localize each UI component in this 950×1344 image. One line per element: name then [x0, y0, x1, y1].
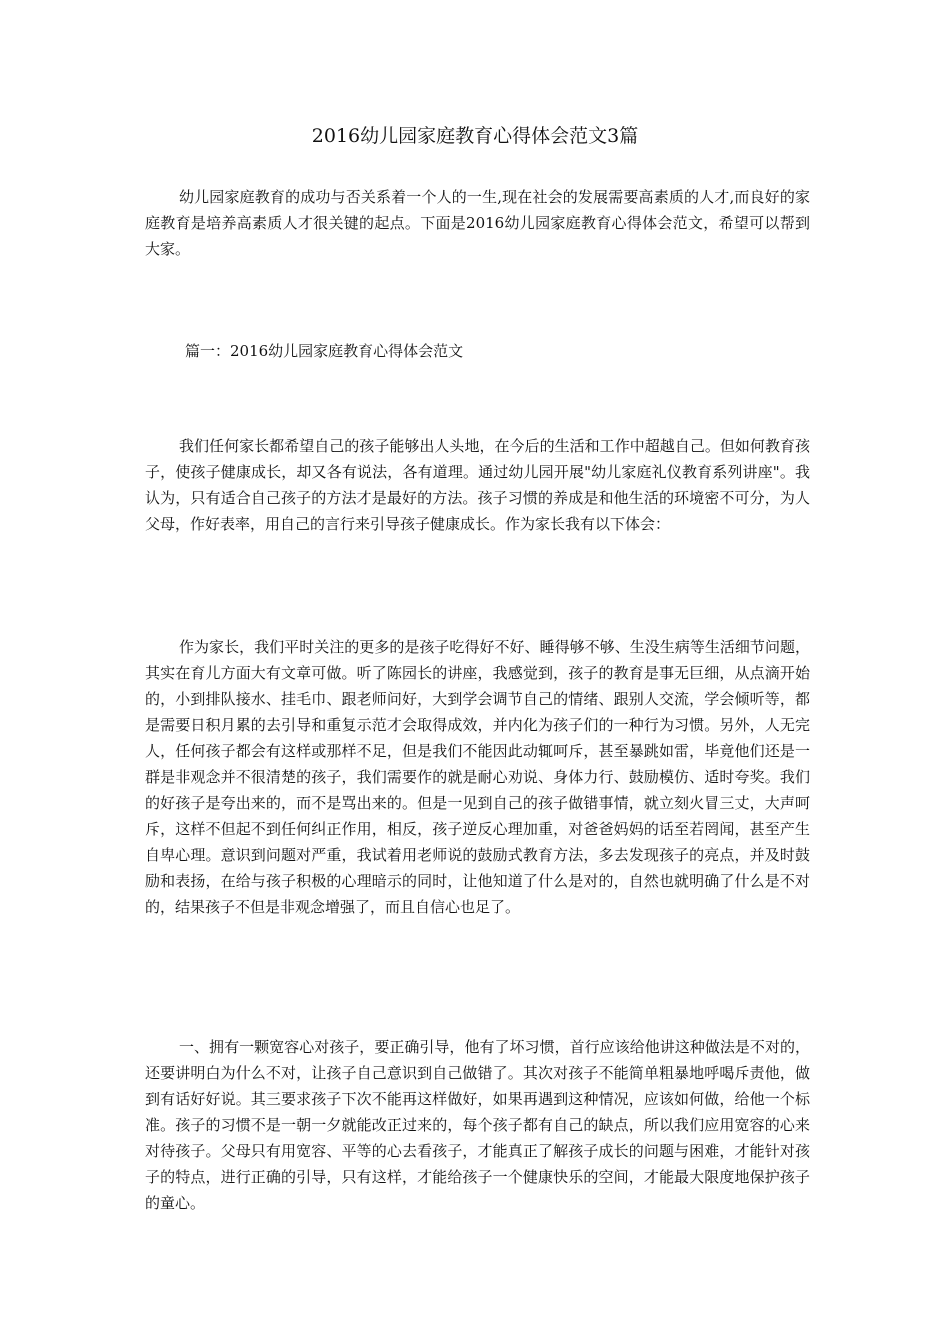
- body-paragraph-1: 我们任何家长都希望自己的孩子能够出人头地，在今后的生活和工作中超越自己。但如何教育孩子，使孩子健康成长，却又各有说法，各有道理。通过幼儿园开展"幼儿家庭礼仪教育系列讲座"。我认为，只有适合自己孩子的方法才是最好的方法。孩子习惯的养成是和他生活的环境密不可分，为人父母，作好表率，用自己的言行来引导孩子健康成长。作为家长我有以下体会：: [145, 437, 810, 533]
- body-paragraph-3: 一、拥有一颗宽容心对孩子，要正确引导，他有了坏习惯，首行应该给他讲这种做法是不对的，还要讲明白为什么不对，让孩子自己意识到自己做错了。其次对孩子不能简单粗暴地呼喝斥责他，做到有话好好说。其三要求孩子下次不能再这样做好，如果再遇到这种情况，应该如何做，给他一个标准。孩子的习惯不是一朝一夕就能改正过来的，每个孩子都有自己的缺点，所以我们应用宽容的心来对待孩子。父母只有用宽容、平等的心去看孩子，才能真正了解孩子成长的问题与困难，才能针对孩子的特点，进行正确的引导，只有这样，才能给孩子一个健康快乐的空间，才能最大限度地保护孩子的童心。: [145, 1038, 810, 1212]
- intro-paragraph: 幼儿园家庭教育的成功与否关系着一个人的一生,现在社会的发展需要高素质的人才,而良好的家庭教育是培养高素质人才很关键的起点。下面是2016幼儿园家庭教育心得体会范文，希望可以帮到大家。: [145, 188, 810, 258]
- section-heading: 篇一：2016幼儿园家庭教育心得体会范文: [185, 342, 464, 360]
- body-paragraph-2: 作为家长，我们平时关注的更多的是孩子吃得好不好、睡得够不够、生没生病等生活细节问题，其实在育儿方面大有文章可做。听了陈园长的讲座，我感觉到，孩子的教育是事无巨细，从点滴开始的，小到排队接水、挂毛巾、跟老师问好，大到学会调节自己的情绪、跟别人交流，学会倾听等，都是需要日积月累的去引导和重复示范才会取得成效，并内化为孩子们的一种行为习惯。另外，人无完人，任何孩子都会有这样或那样不足，但是我们不能因此动辄呵斥，甚至暴跳如雷，毕竟他们还是一群是非观念并不很清楚的孩子，我们需要作的就是耐心劝说、身体力行、鼓励模仿、适时夸奖。我们的好孩子是夸出来的，而不是骂出来的。但是一见到自己的孩子做错事情，就立刻火冒三丈，大声呵斥，这样不但起不到任何纠正作用，相反，孩子逆反心理加重，对爸爸妈妈的话至若罔闻，甚至产生自卑心理。意识到问题对严重，我试着用老师说的鼓励式教育方法，多去发现孩子的亮点，并及时鼓励和表扬，在给与孩子积极的心理暗示的同时，让他知道了什么是对的，自然也就明确了什么是不对的，结果孩子不但是非观念增强了，而且自信心也足了。: [145, 638, 810, 916]
- document-title: 2016幼儿园家庭教育心得体会范文3篇: [311, 125, 639, 147]
